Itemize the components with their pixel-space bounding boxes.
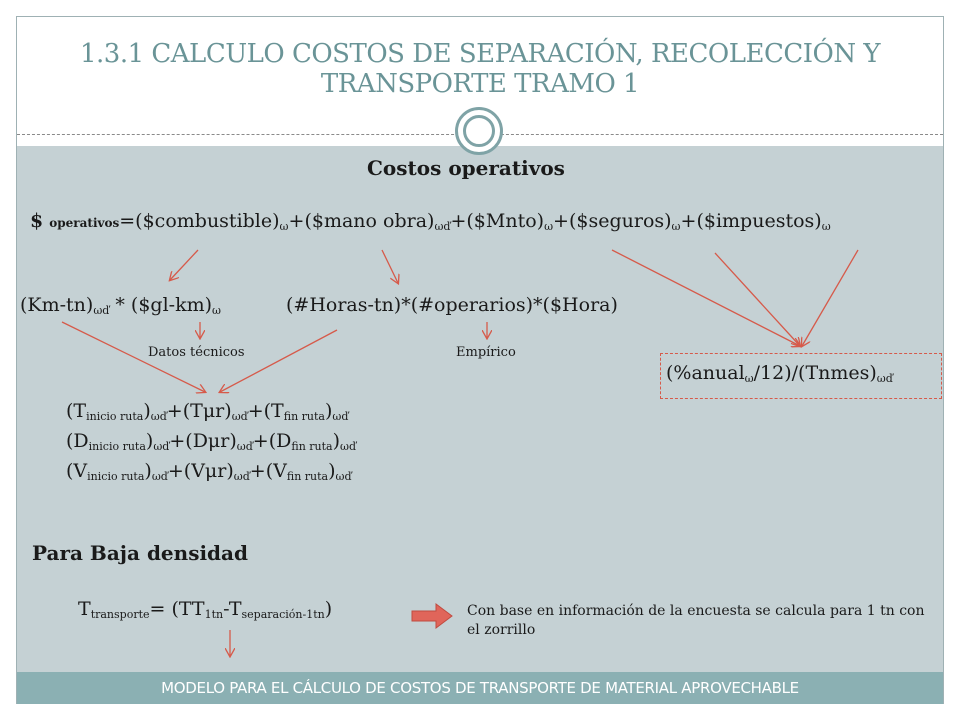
arrow-mnto — [612, 250, 800, 346]
note-text: Con base en información de la encuesta se calcula para 1 tn con el zorrillo — [467, 603, 925, 638]
arrow-impuestos — [802, 250, 858, 346]
row-t-end: fin ruta — [283, 410, 325, 423]
row-v: $(V_{inicio ruta})_{\omega ď}+(V\mu r)_{\omega ď}+(V_{fin ruta})_{\omega ď}$ — [66, 460, 352, 483]
formula-sub-3: ω — [544, 220, 554, 233]
row-t: $(T_{inicio ruta})_{\omega ď}+(T\mu r)_{\omega ď}+(T_{fin ruta})_{\omega ď}$ — [66, 400, 349, 423]
empirico-label: Empírico — [456, 345, 516, 360]
datos-tecnicos-label: Datos técnicos — [148, 345, 245, 360]
row-t-sub3: ωď — [332, 410, 349, 423]
row-v-mid: μr — [204, 460, 227, 482]
formula-term-4: +($seguros) — [553, 210, 672, 232]
arrow-mano-obra — [382, 250, 398, 283]
row-d-start: inicio ruta — [88, 440, 146, 453]
row-d-var2: D — [192, 430, 208, 452]
row-d: $(D_{inicio ruta})_{\omega ď}+(D\mu r)_{\omega ď}+(D_{fin ruta})_{\omega ď}$ — [66, 430, 357, 453]
gl-term: * ($gl-km) — [115, 294, 213, 316]
transporte-c: -T — [223, 598, 242, 620]
formula-sub-5: ω — [821, 220, 831, 233]
formula-sub-2: ωď — [434, 220, 451, 233]
block-arrow-icon — [412, 604, 452, 628]
row-t-var3: T — [271, 400, 284, 422]
formula-term-3: +($Mnto) — [450, 210, 545, 232]
row-v-var: V — [73, 460, 88, 482]
gl-sub: ω — [212, 304, 222, 317]
arrow-km-to-rows — [62, 322, 205, 392]
transporte-c-sub: separación-1tn — [241, 608, 325, 621]
formula-term-1: $combustible) — [142, 210, 280, 232]
row-v-end: fin ruta — [286, 470, 329, 483]
formula-lhs-sub: operativos — [49, 216, 120, 230]
km-term: (Km-tn) — [20, 294, 94, 316]
row-v-var2: V — [191, 460, 205, 482]
formula-lhs: $ — [30, 210, 44, 232]
formula-term-2: +($mano obra) — [288, 210, 435, 232]
baja-densidad-heading: Para Baja densidad — [32, 541, 248, 565]
km-sub: ωď — [93, 304, 110, 317]
row-d-end: fin ruta — [291, 440, 333, 453]
row-v-sub2: ωď — [233, 470, 250, 483]
row-d-mid: μr — [207, 430, 230, 452]
row-t-mid: μr — [202, 400, 225, 422]
row-d-var3: D — [276, 430, 292, 452]
row-v-sub3: ωď — [335, 470, 352, 483]
section-heading: Costos operativos — [367, 156, 565, 180]
anual-term: (%anual — [666, 362, 745, 384]
row-t-start: inicio ruta — [86, 410, 144, 423]
transporte-d: ) — [324, 598, 333, 620]
row-d-var: D — [73, 430, 89, 452]
row-d-sub2: ωď — [236, 440, 253, 453]
transporte-b-sub: 1tn — [204, 608, 224, 621]
arrow-seguros — [715, 253, 800, 346]
anual-sub: ω — [744, 372, 754, 385]
row-t-var: T — [73, 400, 87, 422]
horas-formula: (#Horas-tn)*(#operarios)*($Hora) — [286, 294, 618, 316]
slide-title: 1.3.1 CALCULO COSTOS DE SEPARACIÓN, RECOLECCIÓN Y TRANSPORTE TRAMO 1 — [79, 39, 881, 99]
formula-sub-4: ω — [671, 220, 681, 233]
row-t-sub1: ωď — [150, 410, 167, 423]
transporte-b: = (TT — [149, 598, 205, 620]
row-d-sub1: ωď — [153, 440, 170, 453]
tnmes-term: /12)/(Tnmes) — [753, 362, 877, 384]
transporte-a-sub: transporte — [90, 608, 150, 621]
row-v-var3: V — [273, 460, 287, 482]
arrow-combustible — [170, 250, 198, 280]
row-v-start: inicio ruta — [87, 470, 145, 483]
transporte-a: T — [78, 598, 91, 620]
tnmes-sub: ωď — [876, 372, 893, 385]
arrow-horas-to-rows — [220, 330, 337, 392]
row-t-var2: T — [190, 400, 203, 422]
formula-term-5: +($impuestos) — [680, 210, 822, 232]
formula-eq: =( — [119, 210, 143, 232]
row-d-sub3: ωď — [340, 440, 357, 453]
row-v-sub1: ωď — [151, 470, 168, 483]
row-t-sub2: ωď — [231, 410, 248, 423]
formula-sub-1: ω — [279, 220, 289, 233]
slide-footer: MODELO PARA EL CÁLCULO DE COSTOS DE TRANSPORTE DE MATERIAL APROVECHABLE — [17, 672, 943, 704]
